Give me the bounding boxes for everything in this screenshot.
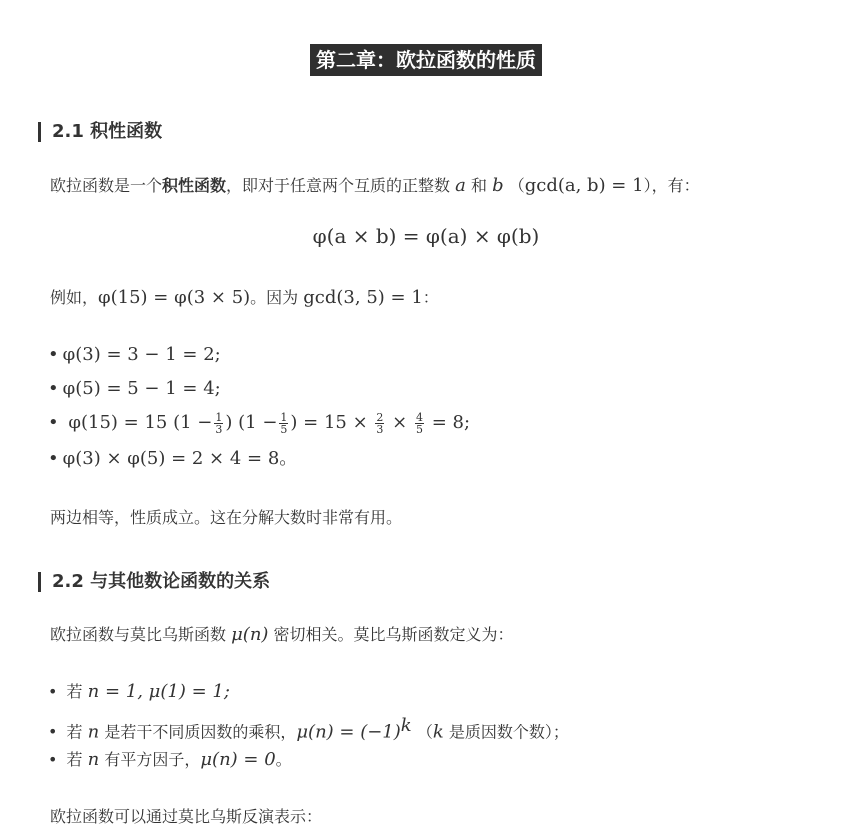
title-container xyxy=(0,44,852,76)
list-item: • φ(3) = 3 − 1 = 2; xyxy=(48,343,221,367)
text: 欧拉函数与莫比乌斯函数 xyxy=(50,625,227,644)
paragraph-example xyxy=(50,286,439,310)
paragraph-conclusion: 两边相等，性质成立。这在分解大数时非常有用。 xyxy=(50,508,403,527)
denominator: 5 xyxy=(280,422,288,436)
text: 例如， xyxy=(50,288,99,307)
math-var-b: b xyxy=(492,175,504,196)
text: ： xyxy=(422,288,439,307)
denominator: 3 xyxy=(215,422,223,436)
list-item-phi15 xyxy=(48,411,470,435)
math: = 15 × xyxy=(303,412,368,433)
text: 有平方因子， xyxy=(104,750,201,769)
math-mu-def: μ(n) = (−1) xyxy=(296,721,401,743)
math-mu-zero: μ(n) = 0 xyxy=(200,749,276,770)
page-title: 第二章：欧拉函数的性质 xyxy=(310,44,542,76)
display-equation: φ(a × b) = φ(a) × φ(b) xyxy=(312,224,540,248)
math: = 8; xyxy=(431,412,471,433)
paragraph-multiplicative-intro xyxy=(50,174,700,198)
denominator: 3 xyxy=(376,422,384,436)
paragraph-inversion: 欧拉函数可以通过莫比乌斯反演表示： xyxy=(50,807,323,826)
list-item: • φ(3) × φ(5) = 2 × 4 = 8。 xyxy=(48,447,297,471)
numerator: 2 xyxy=(376,410,384,424)
text: 欧拉函数是一个 xyxy=(50,176,163,195)
section-heading-2-2: 2.2 与其他数论函数的关系 xyxy=(38,572,270,592)
fraction xyxy=(279,412,288,435)
list-item xyxy=(48,680,230,704)
text: 若 xyxy=(66,682,83,701)
fraction xyxy=(375,412,384,435)
section-heading-2-1: 2.1 积性函数 xyxy=(38,122,162,142)
text: 是若干不同质因数的乘积， xyxy=(104,722,297,742)
text: ，即对于任意两个互质的正整数 xyxy=(226,176,451,195)
text: 密切相关。莫比乌斯函数定义为： xyxy=(273,625,514,644)
list-item xyxy=(48,748,292,772)
math: ) xyxy=(290,412,298,433)
list-item: • φ(5) = 5 − 1 = 4; xyxy=(48,377,221,401)
fraction xyxy=(214,412,223,435)
math-n: n xyxy=(87,721,100,743)
math-n: n xyxy=(87,749,100,770)
numerator: 1 xyxy=(215,410,223,424)
math-var-a: a xyxy=(455,175,466,196)
numerator: 1 xyxy=(280,410,288,424)
math-example: φ(15) = φ(3 × 5) xyxy=(98,287,251,308)
denominator: 5 xyxy=(415,422,423,436)
math: n = 1, μ(1) = 1; xyxy=(87,681,230,702)
text: （ xyxy=(416,722,433,742)
text: 。因为 xyxy=(250,288,299,307)
paragraph-mobius-intro xyxy=(50,623,514,647)
list-item xyxy=(48,714,569,744)
numerator: 4 xyxy=(415,410,423,424)
text: （ xyxy=(508,176,525,195)
math: × xyxy=(392,412,408,433)
math: ) xyxy=(225,412,233,433)
math: (1 − xyxy=(238,412,278,433)
math: (1 − xyxy=(173,412,213,433)
text: 。 xyxy=(275,750,292,769)
text: 和 xyxy=(470,176,487,195)
fraction xyxy=(415,412,424,435)
math-exponent: k xyxy=(400,715,412,736)
text: 若 xyxy=(66,722,83,742)
text: 是质因数个数）； xyxy=(448,722,569,742)
text: ），有： xyxy=(643,176,700,195)
math-k: k xyxy=(432,721,444,743)
math-gcd-example: gcd(3, 5) = 1 xyxy=(303,287,423,308)
math: φ(15) = 15 xyxy=(68,412,168,433)
math-mu: μ(n) xyxy=(231,624,269,645)
bold-term: 积性函数 xyxy=(162,176,227,195)
text: 若 xyxy=(66,750,83,769)
math-gcd: gcd(a, b) = 1 xyxy=(524,175,644,196)
